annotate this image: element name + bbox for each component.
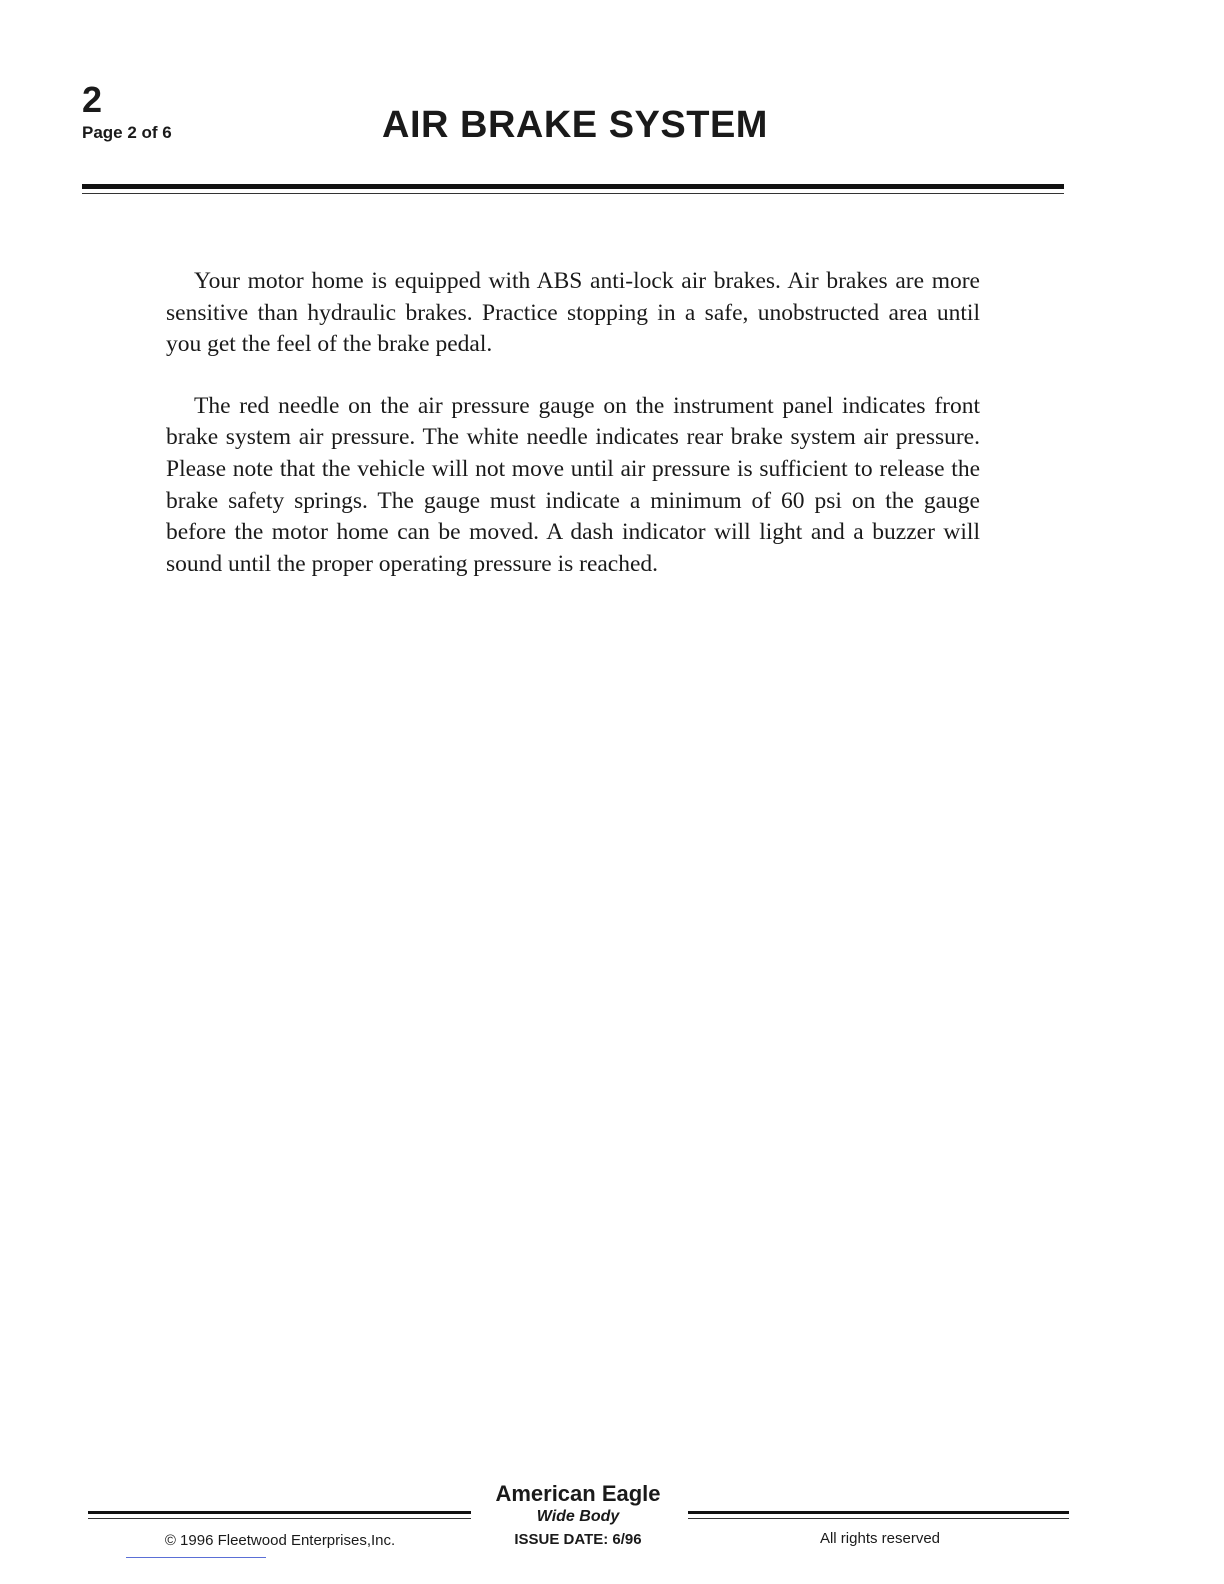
paragraph-2: The red needle on the air pressure gauge on the instrument panel indicates front brake system air pressure. The white needle indicates rear brake system air pressure. Please note that the vehicle will not move until air pressure is sufficient to release the brake safety springs. The gauge must indicate a minimum of 60 psi on the gauge before the motor home can be moved. A dash indicator will light and a buzzer will sound until the proper operating pressure is reached. xyxy=(166,392,980,577)
header-rule-thin xyxy=(82,193,1064,194)
page-indicator: Page 2 of 6 xyxy=(82,123,172,142)
footer-copyright: © 1996 Fleetwood Enterprises,Inc. xyxy=(164,1532,396,1549)
footer-rule-right-thin xyxy=(688,1518,1069,1519)
page-title: AIR BRAKE SYSTEM xyxy=(382,104,768,146)
footer-rule-right-thick xyxy=(688,1511,1069,1514)
footer-rule-left-thick xyxy=(88,1511,471,1514)
footer-rule-left-thin xyxy=(88,1518,471,1519)
footer-model: Wide Body xyxy=(536,1508,620,1525)
header-rule-thick xyxy=(82,184,1064,189)
body-text xyxy=(166,266,980,610)
section-number: 2 xyxy=(82,79,103,120)
footer-issue-date: ISSUE DATE: 6/96 xyxy=(514,1531,642,1548)
paragraph-1: Your motor home is equipped with ABS anti-lock air brakes. Air brakes are more sensitive than hydraulic brakes. Practice stopping in a safe, unobstructed area until you get the feel of the brake pedal. xyxy=(166,268,980,358)
footer-brand: American Eagle xyxy=(495,1481,661,1506)
footer-underline xyxy=(126,1557,266,1558)
footer-rights: All rights reserved xyxy=(819,1530,941,1547)
